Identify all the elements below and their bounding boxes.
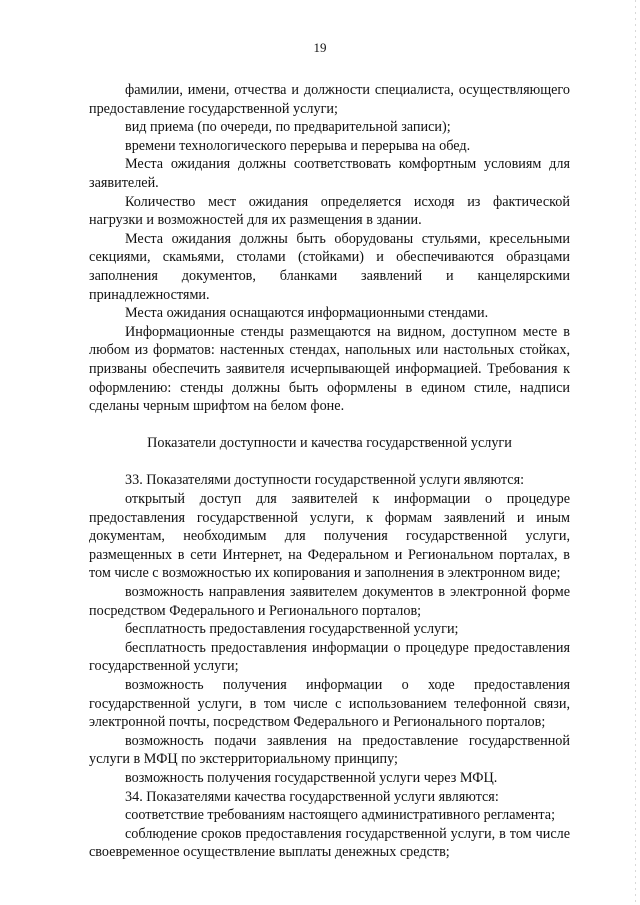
paragraph: Информационные стенды размещаются на видном, доступном месте в любом из форматов: настенных стендах, напольных или настольных стойках, призваны обеспечить заявителя исчерпывающей информацией. Требования к оформлению: стенды должны быть оформлены в едином стиле, надписи сделаны черным шрифтом на белом фоне. <box>89 323 570 415</box>
paragraph: возможность направления заявителем документов в электронной форме посредством Федерального и Регионального порталов; <box>89 584 570 619</box>
paragraph: бесплатность предоставления государственной услуги; <box>125 621 459 638</box>
scan-edge-line <box>635 0 636 905</box>
paragraph: возможность получения информации о ходе предоставления государственной услуги, в том числе с использованием телефонной связи, электронной почты, посредством Федерального и Регионального порталов; <box>89 677 570 731</box>
paragraph: возможность получения государственной услуги через МФЦ. <box>125 769 498 786</box>
paragraph: фамилии, имени, отчества и должности специалиста, осуществляющего предоставление государственной услуги; <box>89 82 570 117</box>
spacer <box>89 416 570 435</box>
paragraph: открытый доступ для заявителей к информации о процедуре предоставления государственной услуги, к формам заявлений и иным документам, необходимым для получения государственной услуги, размещенных в сети Интернет, на Федеральном и Региональном порталах, в том числе с возможностью их копирования и заполнения в электронном виде; <box>89 491 570 582</box>
paragraph: 33. Показателями доступности государственной услуги являются: <box>125 472 525 489</box>
paragraph: соблюдение сроков предоставления государственной услуги, в том числе своевременное осуществление выплаты денежных средств; <box>89 825 570 861</box>
paragraph: бесплатность предоставления информации о процедуре предоставления государственной услуги; <box>89 639 570 675</box>
paragraph: Места ожидания должны соответствовать комфортным условиям для заявителей. <box>89 156 570 191</box>
paragraph: соответствие требованиям настоящего административного регламента; <box>125 807 556 824</box>
paragraph: Количество мест ожидания определяется исходя из фактической нагрузки и возможностей для их размещения в здании. <box>89 193 570 229</box>
page-number: 19 <box>313 40 327 55</box>
paragraph: Места ожидания должны быть оборудованы стульями, кресельными секциями, скамьями, столами (стойками) и обеспечиваются образцами заполнения документов, бланками заявлений и канцелярскими принадлежностями. <box>89 230 570 303</box>
document-body <box>89 81 570 862</box>
paragraph: возможность подачи заявления на предоставление государственной услуги в МФЦ по экстерриториальному принципу; <box>89 732 570 768</box>
spacer <box>89 453 570 472</box>
paragraph: вид приема (по очереди, по предварительной записи); <box>125 119 451 136</box>
paragraph: 34. Показателями качества государственной услуги являются: <box>125 788 499 805</box>
section-heading: Показатели доступности и качества государственной услуги <box>147 435 512 452</box>
paragraph: Места ожидания оснащаются информационными стендами. <box>125 305 489 322</box>
paragraph: времени технологического перерыва и перерыва на обед. <box>125 137 471 154</box>
